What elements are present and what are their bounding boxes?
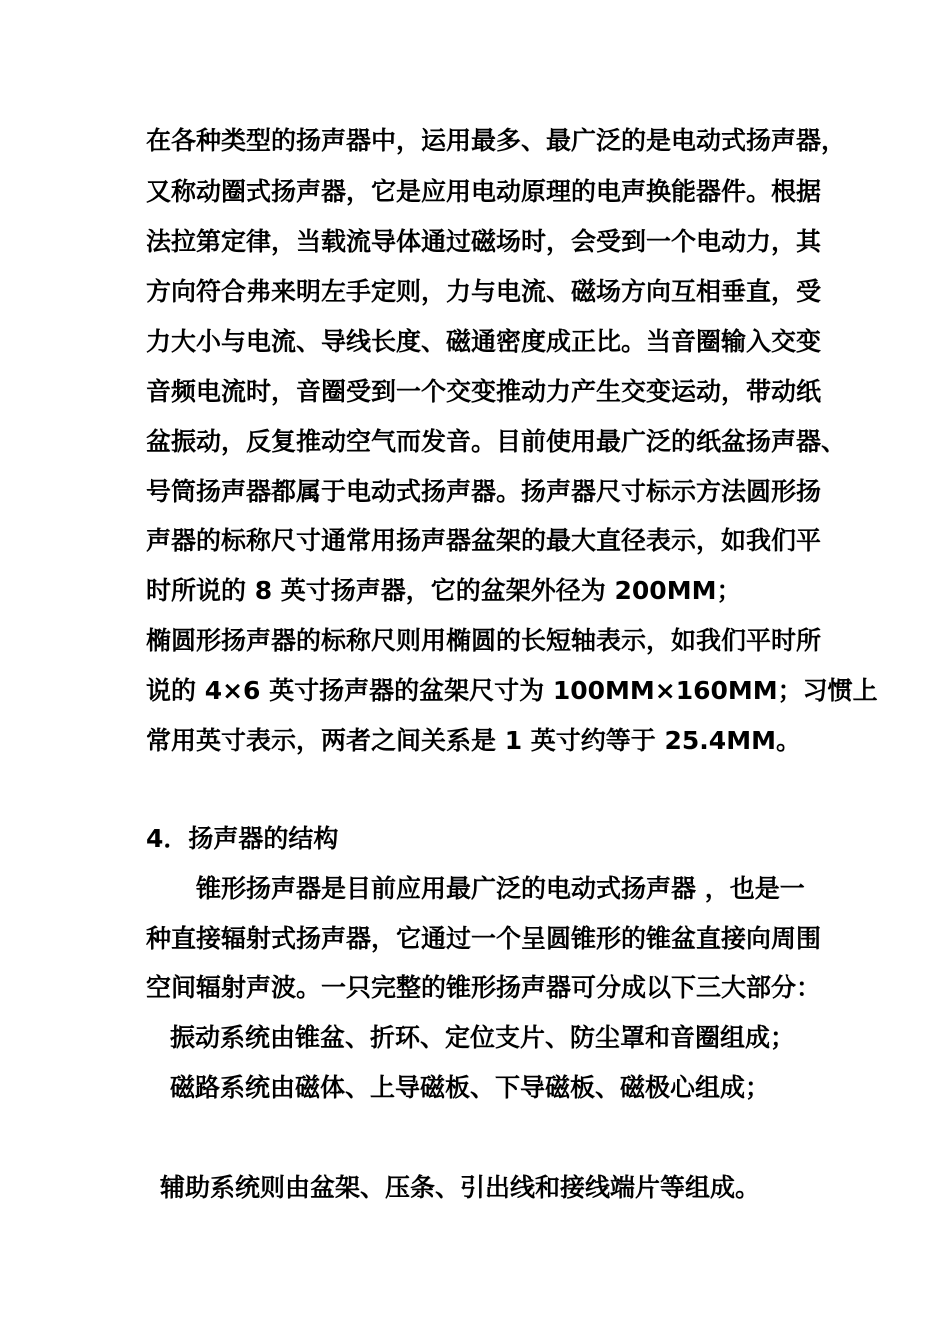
paragraph-line: 方向符合弗来明左手定则，力与电流、磁场方向互相垂直，受 [146, 277, 822, 306]
list-item: 振动系统由锥盆、折环、定位支片、防尘罩和音圈组成； [170, 1023, 796, 1052]
paragraph-line: 常用英寸表示，两者之间关系是 1 英寸约等于 25.4MM。 [146, 726, 801, 755]
paragraph-line: 声器的标称尺寸通常用扬声器盆架的最大直径表示，如我们平 [146, 526, 822, 555]
paragraph-line: 空间辐射声波。一只完整的锥形扬声器可分成以下三大部分： [146, 973, 822, 1002]
paragraph-line: 在各种类型的扬声器中，运用最多、最广泛的是电动式扬声器， [146, 126, 847, 155]
paragraph-line: 又称动圈式扬声器，它是应用电动原理的电声换能器件。根据 [146, 177, 822, 206]
paragraph-line: 椭圆形扬声器的标称尺则用椭圆的长短轴表示，如我们平时所 [146, 626, 822, 655]
paragraph-line: 时所说的 8 英寸扬声器，它的盆架外径为 200MM； [146, 576, 742, 605]
paragraph-line: 种直接辐射式扬声器，它通过一个呈圆锥形的锥盆直接向周围 [146, 924, 822, 953]
section-heading: 4．扬声器的结构 [146, 824, 339, 853]
list-item: 磁路系统由磁体、上导磁板、下导磁板、磁极心组成； [170, 1073, 771, 1102]
paragraph-line: 音频电流时，音圈受到一个交变推动力产生交变运动，带动纸 [146, 377, 822, 406]
paragraph-line: 号筒扬声器都属于电动式扬声器。扬声器尺寸标示方法圆形扬 [146, 477, 822, 506]
list-item: 辅助系统则由盆架、压条、引出线和接线端片等组成。 [160, 1173, 761, 1202]
paragraph-line: 说的 4×6 英寸扬声器的盆架尺寸为 100MM×160MM；习惯上 [146, 676, 878, 705]
paragraph-line: 力大小与电流、导线长度、磁通密度成正比。当音圈输入交变 [146, 327, 822, 356]
paragraph-line: 盆振动，反复推动空气而发音。目前使用最广泛的纸盆扬声器、 [146, 427, 847, 456]
paragraph-line: 法拉第定律，当载流导体通过磁场时，会受到一个电动力，其 [146, 227, 822, 256]
paragraph-line: 锥形扬声器是目前应用最广泛的电动式扬声器 ，也是一 [196, 874, 805, 903]
